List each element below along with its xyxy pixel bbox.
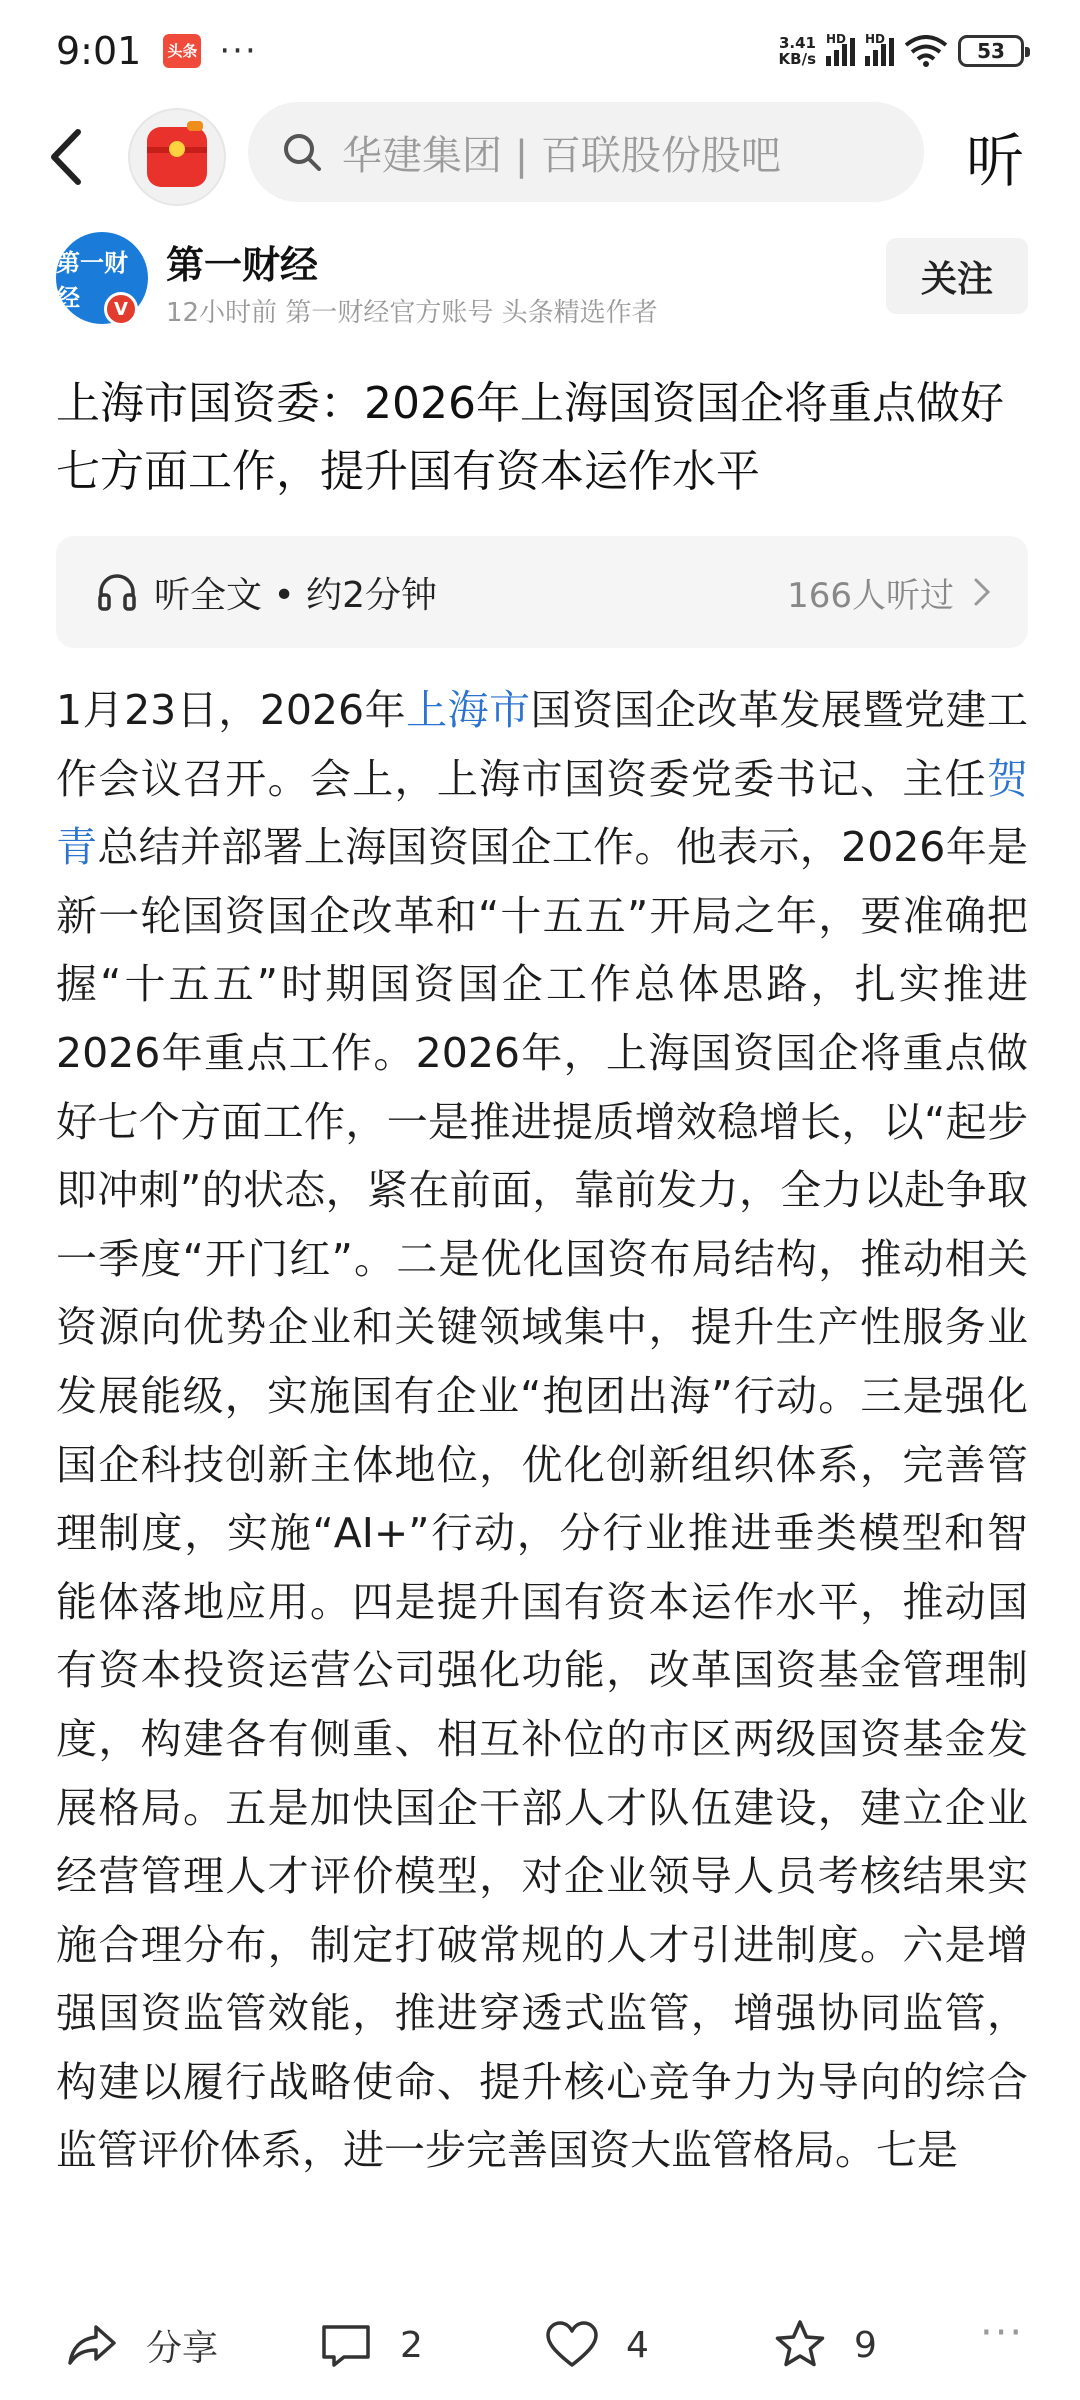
listen-button[interactable]: 听	[966, 127, 1025, 195]
status-indicators	[778, 32, 1024, 68]
more-options-icon[interactable]: ···	[980, 2310, 1025, 2356]
article-body: 1月23日，2026年上海市国资国企改革发展暨党建工作会议召开。会上，上海市国资委党委书记、主任贺青总结并部署上海国资国企工作。他表示，2026年是新一轮国资国企改革和“十五五”开局之年，要准确把握“十五五”时期国资国企工作总体思路，扎实推进2026年重点工作。2026年，上海国资国企将重点做好七个方面工作，一是推进提质增效稳增长，以“起步即冲刺”的状态，紧在前面，靠前发力，全力以赴争取一季度“开门红”。二是优化国资布局结构，推动相关资源向优势企业和关键领域集中，提升生产性服务业发展能级，实施国有企业“抱团出海”行动。三是强化国企科技创新主体地位，优化创新组织体系，完善管理制度，实施“AI+”行动，分行业推进垂类模型和智能体落地应用。四是提升国有资本运作水平，推动国有资本投资运营公司强化功能，改革国资基金管理制度，构建各有侧重、相互补位的市区两级国资基金发展格局。五是加快国企干部人才队伍建设，建立企业经营管理人才评价模型，对企业领导人员考核结果实施合理分布，制定打破常规的人才引进制度。六是增强国资监管效能，推进穿透式监管，增强协同监管，构建以履行战略使命、提升核心竞争力为导向的综合监管评价体系，进一步完善国资大监管格局。七是	[56, 686, 1029, 2175]
author-meta: 12小时前 第一财经官方账号 头条精选作者	[166, 298, 658, 328]
star-icon	[772, 2317, 828, 2373]
listen-count: 166人听过	[787, 575, 954, 616]
article-title: 上海市国资委：2026年上海国资国企将重点做好七方面工作，提升国有资本运作水平	[56, 378, 1004, 497]
search-placeholder: 华建集团 | 百联股份股吧	[342, 132, 781, 179]
heart-icon	[544, 2317, 600, 2373]
author-avatar[interactable]: 第一财经	[56, 232, 148, 324]
verified-icon: V	[104, 292, 138, 326]
chevron-right-icon	[972, 576, 992, 608]
status-time: 9:01	[56, 29, 142, 73]
follow-button[interactable]: 关注	[886, 238, 1028, 314]
wifi-icon	[904, 35, 948, 67]
author-name[interactable]: 第一财经	[166, 243, 319, 287]
headphones-icon	[96, 571, 138, 613]
toutiao-app-icon: 头条	[163, 34, 201, 68]
like-count: 4	[626, 2324, 649, 2366]
signal-1-icon: HD	[826, 36, 855, 66]
network-speed: 3.41 KB/s	[778, 34, 816, 68]
share-label: 分享	[146, 2327, 219, 2369]
favorite-count: 9	[854, 2324, 877, 2366]
search-icon	[282, 132, 322, 172]
status-bar	[0, 0, 1080, 102]
comment-icon	[318, 2317, 374, 2373]
status-more-icon: ···	[219, 31, 258, 71]
back-icon[interactable]	[40, 124, 100, 190]
share-icon	[64, 2317, 120, 2373]
red-packet-button[interactable]	[128, 108, 226, 206]
comment-button[interactable]	[318, 2312, 423, 2378]
bottom-action-bar	[0, 2290, 1080, 2400]
top-nav-bar	[0, 102, 1080, 212]
link-heqing[interactable]: 贺青	[56, 754, 1028, 872]
red-packet-icon	[147, 127, 207, 187]
author-row	[0, 230, 1080, 340]
like-button[interactable]	[544, 2312, 649, 2378]
battery-icon: 53	[958, 35, 1024, 67]
favorite-button[interactable]	[772, 2312, 877, 2378]
listen-full-text-card[interactable]	[56, 536, 1028, 648]
comment-count: 2	[400, 2324, 423, 2366]
signal-2-icon: HD	[865, 36, 894, 66]
search-input[interactable]	[248, 102, 924, 202]
link-shanghai[interactable]: 上海市	[406, 686, 531, 734]
share-button[interactable]	[64, 2312, 218, 2378]
listen-label: 听全文 • 约2分钟	[154, 574, 438, 616]
